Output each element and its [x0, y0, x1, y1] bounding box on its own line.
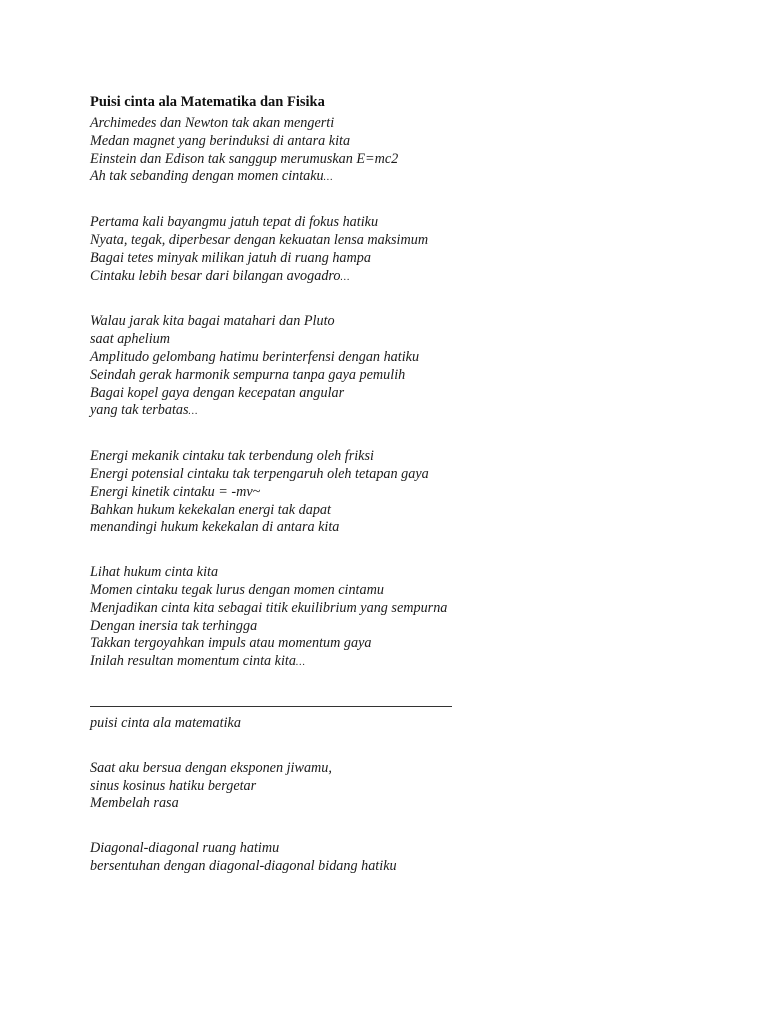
- stanza-6: [90, 760, 730, 813]
- poem-line: [90, 402, 730, 421]
- section-divider: [90, 706, 452, 707]
- poem-line: [90, 653, 730, 672]
- stanza-4: [90, 448, 730, 537]
- poem-line: Energi mekanik cintaku tak terbendung oleh friksi: [90, 448, 374, 465]
- poem-line-text: Ah tak sebanding dengan momen cintaku: [90, 168, 324, 185]
- stanza-7: [90, 840, 730, 876]
- poem-line: Medan magnet yang berinduksi di antara kita: [90, 132, 351, 149]
- poem-line: Bahkan hukum kekekalan energi tak dapat: [90, 501, 331, 518]
- poem-line: menandingi hukum kekekalan di antara kita: [90, 519, 340, 536]
- poem-line: Energi kinetik cintaku = -mv~: [90, 483, 261, 500]
- ellipsis: …: [340, 271, 350, 283]
- poem-line: Lihat hukum cinta kita: [90, 564, 219, 581]
- poem-line: Saat aku bersua dengan eksponen jiwamu,: [90, 759, 332, 776]
- poem-line: Walau jarak kita bagai matahari dan Pluto: [90, 313, 335, 330]
- poem-line: Bagai kopel gaya dengan kecepatan angular: [90, 384, 345, 401]
- ellipsis: …: [295, 657, 306, 669]
- stanza-3: [90, 313, 730, 421]
- poem-line: sinus kosinus hatiku bergetar: [90, 777, 257, 794]
- poem-line-text: Inilah resultan momentum cinta kita: [90, 653, 296, 670]
- stanza-1: [90, 115, 730, 187]
- poem-line: Bagai tetes minyak milikan jatuh di ruang hampa: [90, 249, 371, 266]
- poem-line: Seindah gerak harmonik sempurna tanpa gaya pemulih: [90, 366, 406, 383]
- ellipsis: …: [323, 172, 334, 184]
- poem-line: Archimedes dan Newton tak akan mengerti: [90, 115, 335, 131]
- poem-line: bersentuhan dengan diagonal-diagonal bidang hatiku: [90, 857, 397, 874]
- poem-line: [90, 268, 730, 287]
- poem-line: Menjadikan cinta kita sebagai titik ekuilibrium yang sempurna: [90, 599, 448, 616]
- poem-line: Nyata, tegak, diperbesar dengan kekuatan lensa maksimum: [90, 231, 429, 248]
- poem-line: Dengan inersia tak terhingga: [90, 617, 258, 634]
- stanza-5: [90, 564, 730, 672]
- document-title: Puisi cinta ala Matematika dan Fisika: [90, 94, 325, 110]
- section-subtitle: puisi cinta ala matematika: [90, 714, 241, 731]
- poem-line: Momen cintaku tegak lurus dengan momen cintamu: [90, 581, 384, 598]
- poem-line: Energi potensial cintaku tak terpengaruh oleh tetapan gaya: [90, 465, 429, 482]
- poem-line: Membelah rasa: [90, 795, 179, 812]
- document-page: [90, 93, 730, 903]
- poem-line: Pertama kali bayangmu jatuh tepat di fokus hatiku: [90, 214, 379, 231]
- poem-line: Takkan tergoyahkan impuls atau momentum gaya: [90, 635, 372, 652]
- poem-line-text: yang tak terbatas: [90, 402, 189, 419]
- poem-line: Einstein dan Edison tak sanggup merumuskan E=mc2: [90, 150, 399, 167]
- poem-line-text: Cintaku lebih besar dari bilangan avogadro: [90, 267, 341, 284]
- ellipsis: …: [188, 406, 198, 418]
- poem-line: [90, 168, 730, 187]
- poem-line: Diagonal-diagonal ruang hatimu: [90, 840, 280, 857]
- poem-line: saat aphelium: [90, 331, 170, 348]
- poem-line: Amplitudo gelombang hatimu berinterfensi dengan hatiku: [90, 348, 420, 365]
- stanza-2: [90, 214, 730, 286]
